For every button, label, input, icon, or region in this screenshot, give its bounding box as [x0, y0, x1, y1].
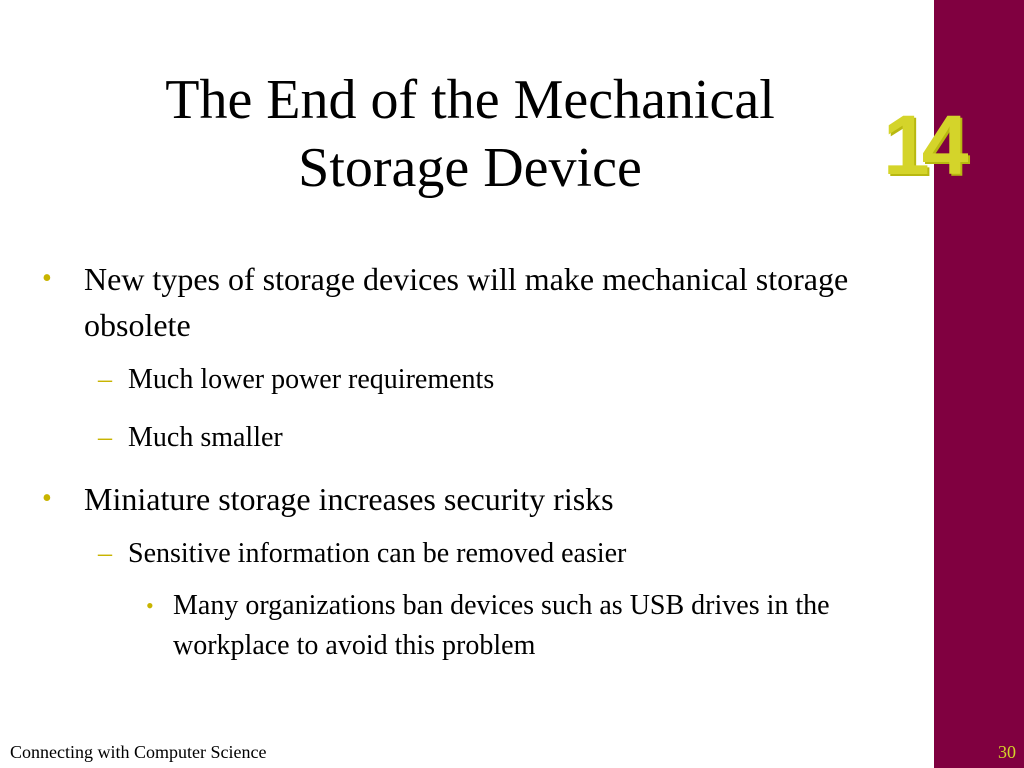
sub-bullet-item	[40, 360, 920, 400]
sub-sub-bullet-item	[40, 586, 920, 666]
sub-bullet-item	[40, 418, 920, 458]
sub-bullet-text: Much smaller	[128, 422, 283, 453]
sub-bullet-item	[40, 534, 920, 574]
slide-title-line-1: The End of the Mechanical	[165, 69, 775, 131]
dash-icon: –	[98, 538, 112, 569]
bullet-icon: •	[146, 593, 154, 618]
bullet-icon: •	[42, 263, 52, 294]
footer-book-title: Connecting with Computer Science	[10, 742, 267, 762]
sub-sub-bullet-text: Many organizations ban devices such as USB drives in the workplace to avoid this problem	[173, 590, 830, 661]
bullet-text: Miniature storage increases security risks	[84, 481, 614, 517]
bullet-item	[40, 256, 920, 348]
bullet-icon: •	[42, 483, 52, 514]
slide-title-line-2: Storage Device	[298, 137, 642, 199]
chapter-number: 14	[883, 98, 961, 192]
footer-page-number: 30	[998, 742, 1016, 762]
dash-icon: –	[98, 422, 112, 453]
sub-bullet-text: Sensitive information can be removed easier	[128, 538, 627, 569]
bullet-text: New types of storage devices will make mechanical storage obsolete	[84, 261, 849, 343]
sub-bullet-text: Much lower power requirements	[128, 364, 495, 395]
slide-content	[40, 256, 920, 666]
bullet-item	[40, 476, 920, 522]
dash-icon: –	[98, 364, 112, 395]
slide-title	[60, 66, 880, 202]
